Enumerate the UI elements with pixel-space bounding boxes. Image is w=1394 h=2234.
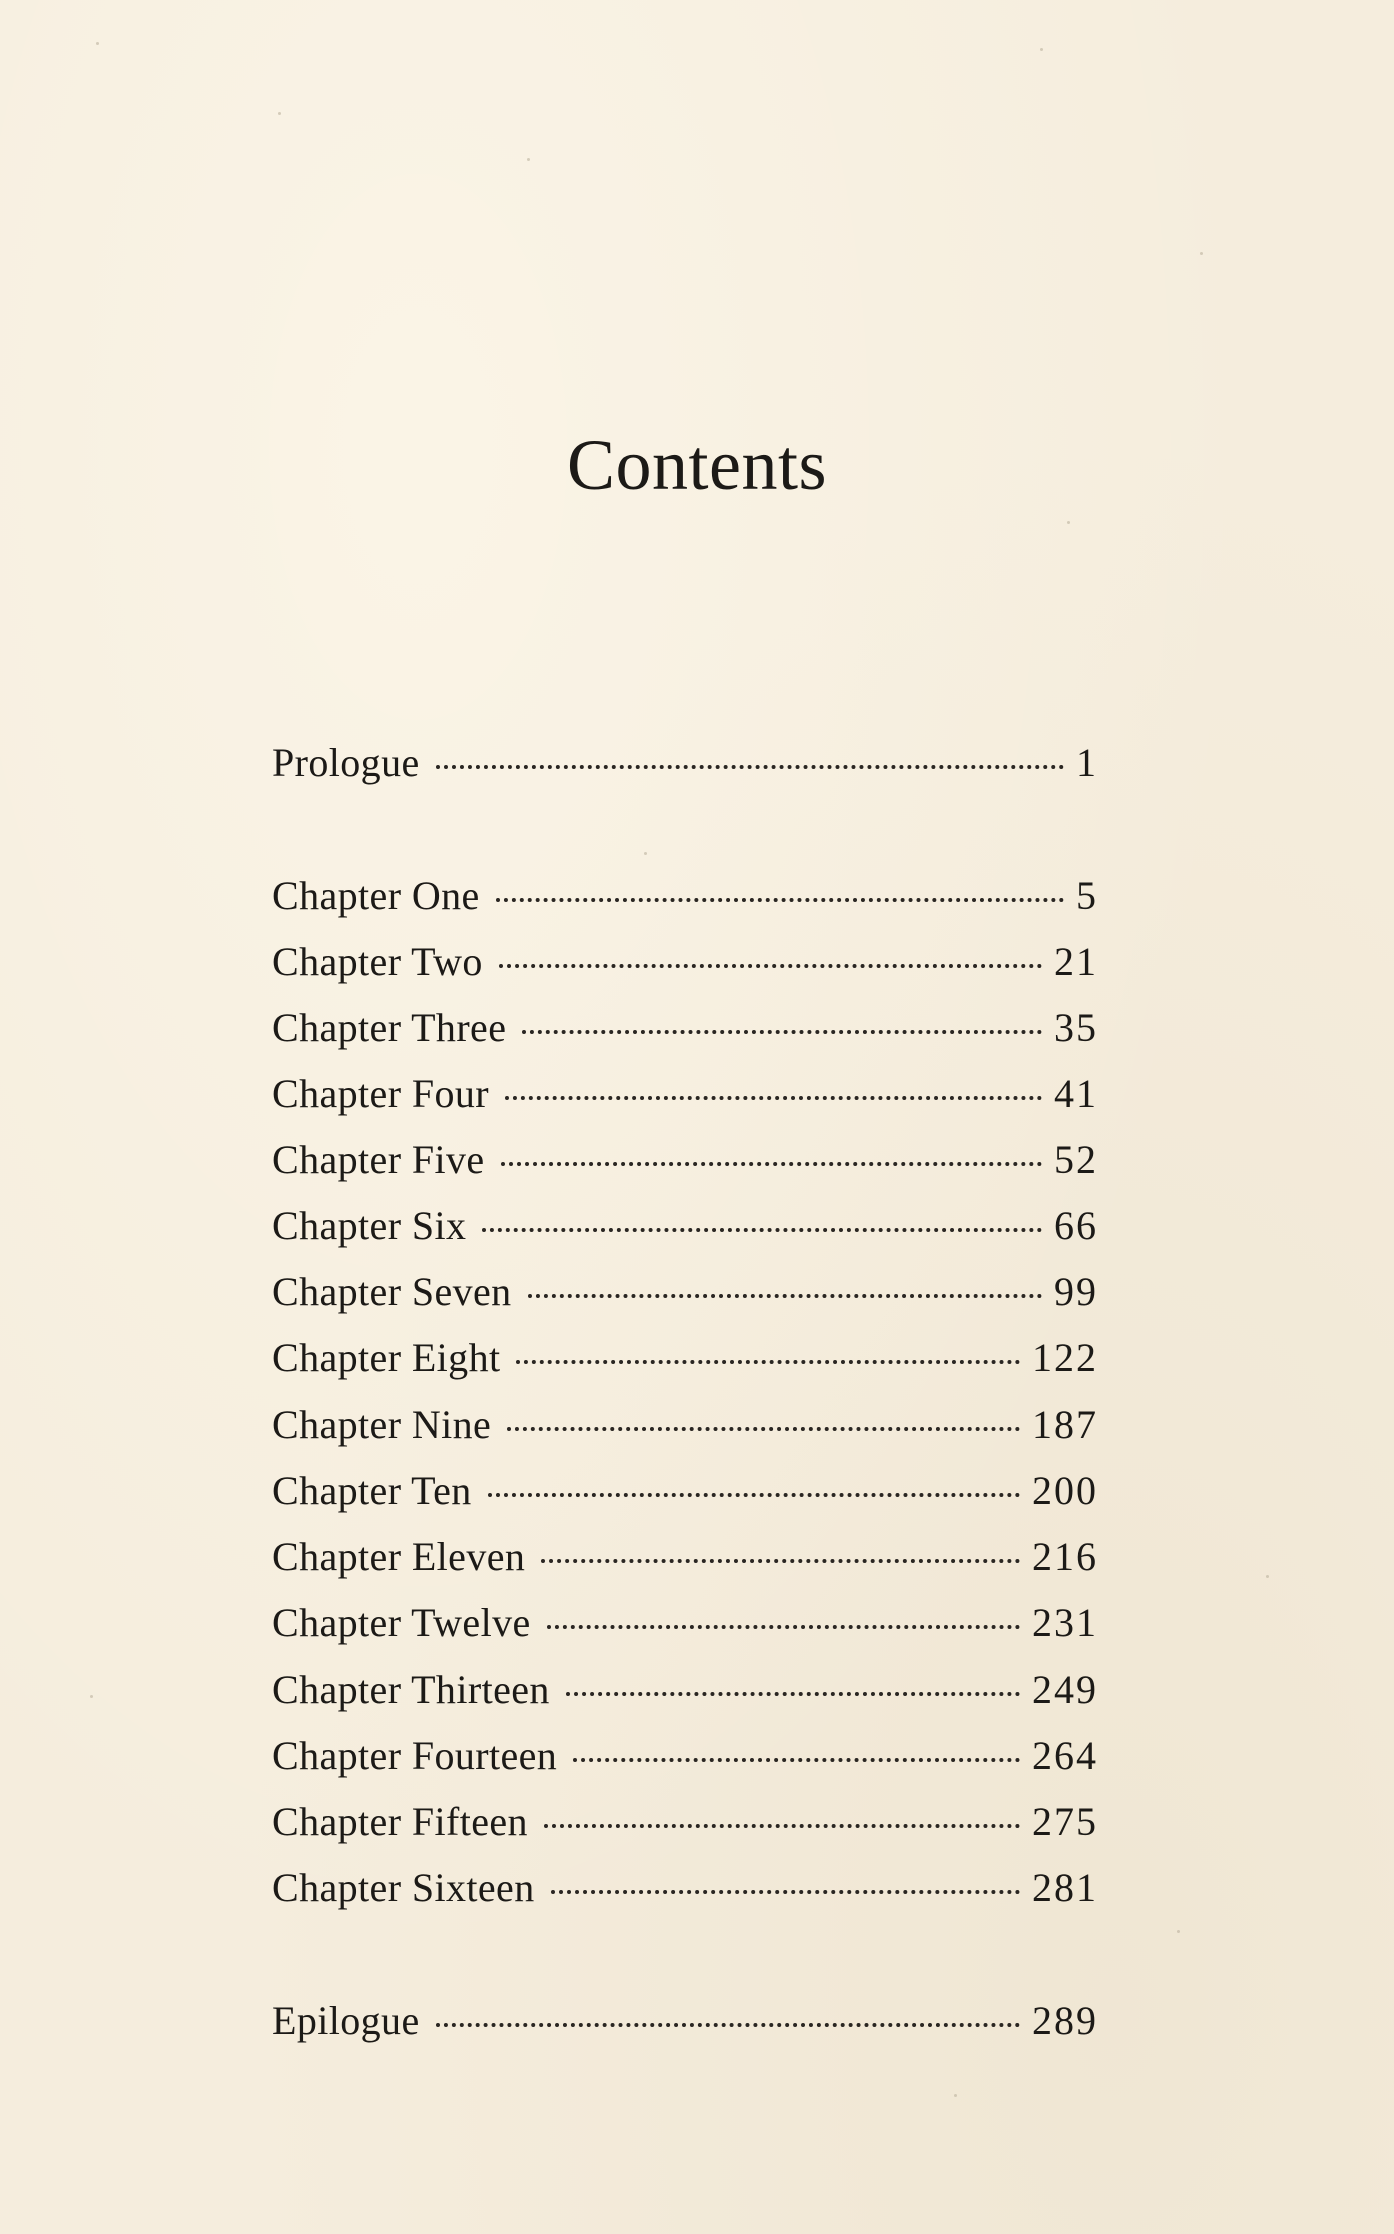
dot-leader [436, 2023, 1020, 2027]
toc-entry-chapter-two[interactable] [272, 932, 1098, 992]
dot-leader [499, 964, 1042, 968]
entry-label: Chapter Eleven [272, 1534, 526, 1579]
toc-entry-chapter-fourteen[interactable] [272, 1726, 1098, 1786]
toc-entry-chapter-eleven[interactable] [272, 1527, 1098, 1587]
entry-label: Chapter Sixteen [272, 1865, 535, 1910]
dot-leader [505, 1096, 1042, 1100]
paper-speck [278, 112, 281, 115]
entry-page-number: 41 [1054, 1071, 1098, 1116]
entry-page-number: 289 [1032, 1998, 1098, 2043]
entry-label: Chapter Ten [272, 1468, 472, 1513]
entry-label: Chapter Nine [272, 1402, 492, 1447]
entry-label: Chapter Five [272, 1137, 485, 1182]
entry-page-number: 264 [1032, 1733, 1098, 1778]
paper-speck [527, 158, 530, 161]
entry-page-number: 66 [1054, 1203, 1098, 1248]
entry-page-number: 275 [1032, 1799, 1098, 1844]
dot-leader [516, 1360, 1020, 1364]
paper-speck [1200, 252, 1203, 255]
toc-entry-chapter-one[interactable] [272, 866, 1098, 926]
entry-page-number: 187 [1032, 1402, 1098, 1447]
dot-leader [501, 1162, 1042, 1166]
toc-entry-chapter-six[interactable] [272, 1196, 1098, 1256]
toc-entry-chapter-twelve[interactable] [272, 1593, 1098, 1653]
entry-label: Chapter Eight [272, 1335, 501, 1380]
dot-leader [541, 1559, 1020, 1563]
paper-speck [1177, 1930, 1180, 1933]
contents-heading: Contents [566, 425, 827, 506]
paper-speck [1040, 48, 1043, 51]
toc-entry-chapter-seven[interactable] [272, 1262, 1098, 1322]
toc-entry-chapter-thirteen[interactable] [272, 1660, 1098, 1720]
entry-page-number: 216 [1032, 1534, 1098, 1579]
toc-entry-epilogue[interactable] [272, 1991, 1098, 2051]
paper-speck [644, 852, 647, 855]
dot-leader [496, 898, 1064, 902]
entry-label: Chapter Fifteen [272, 1799, 528, 1844]
entry-label: Chapter Seven [272, 1269, 512, 1314]
dot-leader [522, 1030, 1042, 1034]
dot-leader [573, 1758, 1020, 1762]
dot-leader [547, 1625, 1020, 1629]
dot-leader [507, 1427, 1020, 1431]
paper-speck [954, 2094, 957, 2097]
dot-leader [436, 765, 1064, 769]
entry-page-number: 200 [1032, 1468, 1098, 1513]
entry-label: Chapter Three [272, 1005, 507, 1050]
entry-page-number: 35 [1054, 1005, 1098, 1050]
entry-page-number: 1 [1076, 740, 1098, 785]
toc-entry-prologue[interactable] [272, 733, 1098, 793]
dot-leader [528, 1294, 1042, 1298]
paper-speck [90, 1695, 93, 1698]
entry-label: Chapter One [272, 873, 480, 918]
toc-entry-chapter-eight[interactable] [272, 1328, 1098, 1388]
entry-label: Chapter Fourteen [272, 1733, 558, 1778]
paper-speck [1266, 1575, 1269, 1578]
entry-page-number: 52 [1054, 1137, 1098, 1182]
entry-page-number: 5 [1076, 873, 1098, 918]
entry-page-number: 281 [1032, 1865, 1098, 1910]
entry-label: Chapter Thirteen [272, 1667, 550, 1712]
entry-page-number: 21 [1054, 939, 1098, 984]
toc-entry-chapter-five[interactable] [272, 1130, 1098, 1190]
toc-entry-chapter-sixteen[interactable] [272, 1858, 1098, 1918]
toc-entry-chapter-ten[interactable] [272, 1461, 1098, 1521]
dot-leader [488, 1493, 1020, 1497]
entry-page-number: 249 [1032, 1667, 1098, 1712]
toc-entry-chapter-three[interactable] [272, 998, 1098, 1058]
paper-speck [96, 42, 99, 45]
entry-page-number: 99 [1054, 1269, 1098, 1314]
dot-leader [482, 1228, 1042, 1232]
entry-label: Prologue [272, 740, 420, 785]
entry-label: Chapter Four [272, 1071, 489, 1116]
entry-label: Epilogue [272, 1998, 420, 2043]
entry-label: Chapter Twelve [272, 1600, 531, 1645]
entry-page-number: 231 [1032, 1600, 1098, 1645]
dot-leader [544, 1824, 1020, 1828]
entry-label: Chapter Two [272, 939, 483, 984]
toc-entry-chapter-fifteen[interactable] [272, 1792, 1098, 1852]
dot-leader [566, 1692, 1020, 1696]
paper-speck [1067, 521, 1070, 524]
toc-entry-chapter-four[interactable] [272, 1064, 1098, 1124]
toc-entry-chapter-nine[interactable] [272, 1395, 1098, 1455]
dot-leader [551, 1890, 1020, 1894]
entry-label: Chapter Six [272, 1203, 467, 1248]
entry-page-number: 122 [1032, 1335, 1098, 1380]
